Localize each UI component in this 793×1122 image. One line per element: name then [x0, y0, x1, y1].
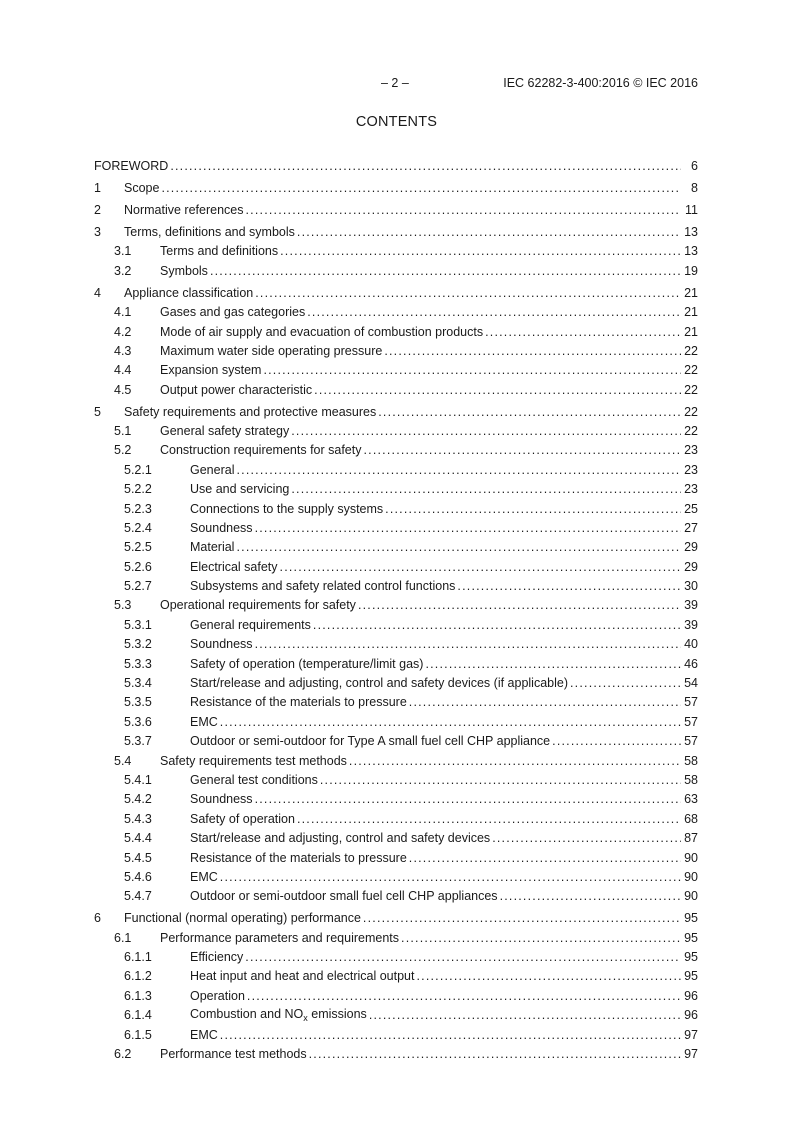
toc-entry[interactable]: [94, 866, 698, 885]
dot-leader: [384, 344, 681, 359]
toc-entry[interactable]: [94, 378, 698, 397]
dot-leader: [280, 560, 681, 575]
toc-entry-page: 22: [684, 363, 698, 378]
toc-entry[interactable]: [94, 613, 698, 632]
toc-entry-number: 5.3.7: [124, 734, 152, 749]
toc-entry[interactable]: [94, 420, 698, 439]
toc-entry[interactable]: [94, 359, 698, 378]
toc-entry-page: 22: [684, 423, 698, 438]
toc-entry-number: 6.2: [114, 1046, 132, 1061]
dot-leader: [492, 831, 681, 846]
dot-leader: [255, 286, 681, 301]
toc-entry-number: 5.4.6: [124, 869, 152, 884]
dot-leader: [247, 989, 681, 1004]
toc-entry-title: Scope: [124, 181, 160, 196]
toc-entry[interactable]: [94, 199, 698, 218]
toc-entry-number: 5.4.3: [124, 811, 152, 826]
toc-entry-page: 21: [684, 324, 698, 339]
dot-leader: [320, 773, 681, 788]
toc-entry-title: Start/release and adjusting, control and safety devices (if applicable): [190, 676, 568, 691]
toc-entry-title: Electrical safety: [190, 559, 278, 574]
toc-entry[interactable]: [94, 965, 698, 984]
toc-entry-title: Use and servicing: [190, 482, 290, 497]
toc-entry[interactable]: [94, 1004, 698, 1023]
toc-entry-title: Operational requirements for safety: [160, 598, 356, 613]
toc-entry-number: 2: [94, 203, 101, 218]
dot-leader: [314, 383, 681, 398]
toc-entry[interactable]: [94, 926, 698, 945]
toc-entry-number: 6.1.2: [124, 969, 152, 984]
toc-entry[interactable]: [94, 320, 698, 339]
toc-entry-page: 22: [684, 382, 698, 397]
toc-entry-title: Expansion system: [160, 363, 262, 378]
toc-entry-title: EMC: [190, 1027, 218, 1042]
dot-leader: [401, 931, 681, 946]
toc-entry[interactable]: [94, 730, 698, 749]
dot-leader: [570, 676, 681, 691]
toc-entry-page: 95: [684, 950, 698, 965]
toc-entry[interactable]: [94, 575, 698, 594]
toc-entry-title: Outdoor or semi-outdoor small fuel cell CHP appliances: [190, 889, 498, 904]
toc-entry[interactable]: [94, 788, 698, 807]
toc-entry-title: General test conditions: [190, 773, 318, 787]
toc-entry-title: Performance test methods: [160, 1046, 307, 1061]
dot-leader: [161, 181, 681, 196]
toc-entry-number: 6.1.3: [124, 988, 152, 1003]
toc-entry-page: 29: [684, 540, 698, 555]
toc-entry-title: Maximum water side operating pressure: [160, 343, 383, 358]
dot-leader: [220, 715, 681, 730]
document-id: IEC 62282-3-400:2016 © IEC 2016: [503, 76, 698, 90]
subscript: x: [303, 1013, 308, 1024]
dot-leader: [457, 579, 681, 594]
toc-entry-page: 21: [684, 285, 698, 300]
toc-entry-number: 5.4.2: [124, 792, 152, 807]
dot-leader: [236, 540, 681, 555]
toc-entry[interactable]: [94, 555, 698, 574]
toc-entry-number: 5.3.1: [124, 617, 152, 632]
toc-entry-number: 3: [94, 225, 101, 240]
toc-entry[interactable]: [94, 517, 698, 536]
toc-entry-number: 6: [94, 911, 101, 926]
toc-entry-number: 6.1.1: [124, 950, 152, 965]
dot-leader: [409, 695, 681, 710]
toc-entry-number: 5.2: [114, 443, 132, 458]
toc-entry-title: Safety of operation: [190, 811, 295, 826]
toc-entry-page: 68: [684, 811, 698, 826]
toc-entry-page: 29: [684, 559, 698, 574]
toc-entry-page: 58: [684, 773, 698, 787]
toc-entry-number: 6.1.4: [124, 1008, 152, 1023]
toc-entry-title: Outdoor or semi-outdoor for Type A small fuel cell CHP appliance: [190, 734, 551, 749]
toc-entry-page: 25: [684, 501, 698, 516]
toc-entry-page: 23: [684, 462, 698, 477]
toc-entry[interactable]: [94, 885, 698, 904]
toc-entry-title: General requirements: [190, 617, 311, 632]
toc-entry[interactable]: [94, 1043, 698, 1062]
toc-entry-title: Appliance classification: [124, 285, 254, 300]
toc-entry-number: 3.2: [114, 263, 132, 278]
toc-entry[interactable]: [94, 155, 698, 174]
toc-entry[interactable]: [94, 691, 698, 710]
toc-entry[interactable]: [94, 907, 698, 926]
toc-entry-number: 1: [94, 181, 101, 196]
toc-entry-number: 6.1: [114, 930, 132, 945]
toc-entry-number: 5.3.6: [124, 714, 152, 729]
toc-entry-page: 63: [684, 792, 698, 807]
toc-entry-number: 5.2.3: [124, 501, 152, 516]
toc-entry[interactable]: [94, 769, 698, 788]
toc-entry-number: 5.4.5: [124, 850, 152, 865]
toc-entry-title: Performance parameters and requirements: [160, 930, 400, 945]
toc-entry-number: 6.1.5: [124, 1027, 152, 1042]
dot-leader: [210, 264, 681, 279]
dot-leader: [409, 851, 681, 866]
toc-entry[interactable]: [94, 497, 698, 516]
dot-leader: [552, 734, 681, 749]
toc-entry-page: 54: [684, 676, 698, 691]
toc-entry-page: 39: [684, 598, 698, 613]
toc-entry-title: Output power characteristic: [160, 382, 313, 397]
toc-entry-number: 5.3.4: [124, 676, 152, 691]
toc-entry-title: Mode of air supply and evacuation of combustion products: [160, 324, 484, 339]
toc-entry-title: FOREWORD: [94, 159, 169, 174]
toc-entry-title: Safety of operation (temperature/limit gas): [190, 656, 424, 671]
toc-entry-number: 5.4.4: [124, 831, 152, 846]
toc-entry-page: 40: [684, 637, 698, 652]
toc-entry-number: 5.3.5: [124, 695, 152, 710]
toc-entry-page: 95: [684, 930, 698, 945]
toc-entry-number: 5.2.1: [124, 462, 152, 477]
dot-leader: [425, 657, 681, 672]
toc-entry-page: 96: [684, 988, 698, 1003]
toc-entry-title: Connections to the supply systems: [190, 501, 384, 516]
toc-entry-number: 4.3: [114, 343, 132, 358]
toc-entry[interactable]: [94, 652, 698, 671]
toc-entry-title: Terms, definitions and symbols: [124, 225, 295, 240]
toc-entry-page: 23: [684, 482, 698, 497]
dot-leader: [291, 482, 681, 497]
toc-entry[interactable]: [94, 827, 698, 846]
toc-entry[interactable]: [94, 240, 698, 259]
toc-entry[interactable]: [94, 749, 698, 768]
toc-entry-page: 57: [684, 695, 698, 710]
toc-entry[interactable]: [94, 672, 698, 691]
toc-entry[interactable]: [94, 458, 698, 477]
toc-entry[interactable]: [94, 439, 698, 458]
toc-entry-number: 5.2.7: [124, 579, 152, 594]
toc-entry[interactable]: [94, 478, 698, 497]
toc-entry-title: Soundness: [190, 792, 253, 807]
dot-leader: [385, 502, 681, 517]
toc-entry-title: Heat input and heat and electrical output: [190, 969, 415, 984]
dot-leader: [291, 424, 681, 439]
toc-entry-page: 22: [684, 343, 698, 358]
toc-entry[interactable]: [94, 221, 698, 240]
toc-entry-number: 4.2: [114, 324, 132, 339]
toc-entry-page: 22: [684, 404, 698, 419]
toc-entry-title: Functional (normal operating) performance: [124, 911, 361, 926]
toc-entry-page: 57: [684, 714, 698, 729]
toc-entry-title: EMC: [190, 714, 218, 729]
page-number: – 2 –: [381, 76, 409, 90]
toc-entry-number: 5.4.1: [124, 773, 152, 787]
toc-entry[interactable]: [94, 259, 698, 278]
toc-entry-title: Resistance of the materials to pressure: [190, 695, 407, 710]
toc-entry[interactable]: [94, 846, 698, 865]
toc-entry[interactable]: [94, 400, 698, 419]
dot-leader: [309, 1047, 681, 1062]
toc-entry-number: 5.2.6: [124, 559, 152, 574]
toc-entry-number: 5: [94, 404, 101, 419]
toc-entry-page: 23: [684, 443, 698, 458]
toc-entry-title: Safety requirements test methods: [160, 753, 347, 768]
toc-entry[interactable]: [94, 1023, 698, 1042]
table-of-contents: [94, 155, 698, 1062]
dot-leader: [416, 969, 681, 984]
dot-leader: [297, 225, 681, 240]
toc-entry-title: Terms and definitions: [160, 244, 279, 259]
toc-entry-title: Operation: [190, 988, 245, 1003]
toc-entry-number: 5.4.7: [124, 889, 152, 904]
toc-entry-title: General: [190, 462, 235, 477]
toc-entry-page: 30: [684, 579, 698, 594]
dot-leader: [220, 1028, 681, 1043]
toc-entry-page: 58: [684, 753, 698, 768]
toc-entry-page: 6: [691, 159, 698, 174]
dot-leader: [313, 618, 681, 633]
toc-entry-page: 27: [684, 520, 698, 535]
dot-leader: [263, 363, 681, 378]
toc-entry-title: Gases and gas categories: [160, 305, 306, 320]
toc-entry-number: 5.2.2: [124, 482, 152, 497]
toc-entry-number: 5.1: [114, 423, 132, 438]
toc-entry-title: Efficiency: [190, 950, 244, 965]
toc-entry[interactable]: [94, 594, 698, 613]
toc-entry-page: 13: [684, 225, 698, 240]
toc-entry-title: Safety requirements and protective measures: [124, 404, 377, 419]
toc-entry-page: 19: [684, 263, 698, 278]
toc-entry[interactable]: [94, 633, 698, 652]
toc-entry[interactable]: [94, 281, 698, 300]
toc-entry-page: 95: [684, 911, 698, 926]
dot-leader: [255, 521, 681, 536]
toc-entry-page: 97: [684, 1046, 698, 1061]
toc-entry[interactable]: [94, 301, 698, 320]
toc-entry[interactable]: [94, 340, 698, 359]
dot-leader: [236, 463, 681, 478]
toc-entry-title: Construction requirements for safety: [160, 443, 362, 458]
toc-entry-number: 5.3: [114, 598, 132, 613]
toc-entry-number: 5.2.4: [124, 520, 152, 535]
toc-entry-title: EMC: [190, 869, 218, 884]
toc-entry[interactable]: [94, 807, 698, 826]
dot-leader: [369, 1008, 681, 1023]
dot-leader: [349, 754, 681, 769]
toc-entry-number: 5.3.3: [124, 656, 152, 671]
toc-entry[interactable]: [94, 946, 698, 965]
toc-entry-number: 4.1: [114, 305, 132, 320]
dot-leader: [220, 870, 681, 885]
toc-entry-title: Start/release and adjusting, control and safety devices: [190, 831, 491, 846]
dot-leader: [307, 305, 681, 320]
toc-entry-title: Soundness: [190, 637, 253, 652]
toc-entry-page: 96: [684, 1008, 698, 1023]
toc-entry-page: 11: [685, 203, 698, 218]
toc-entry-title: Combustion and $NO_x$ emissions: [190, 1007, 367, 1024]
toc-entry-page: 8: [691, 181, 698, 196]
page-header: [0, 76, 793, 92]
dot-leader: [255, 637, 681, 652]
toc-entry-number: 4.4: [114, 363, 132, 378]
toc-entry-title: Subsystems and safety related control functions: [190, 579, 456, 594]
dot-leader: [378, 405, 681, 420]
toc-entry[interactable]: [94, 984, 698, 1003]
dot-leader: [363, 911, 681, 926]
dot-leader: [245, 950, 681, 965]
toc-entry-page: 21: [684, 305, 698, 320]
dot-leader: [358, 598, 681, 613]
toc-entry-number: 5.2.5: [124, 540, 152, 555]
toc-entry-number: 5.4: [114, 753, 132, 768]
toc-entry-page: 46: [684, 656, 698, 671]
dot-leader: [500, 889, 681, 904]
toc-entry-page: 87: [684, 831, 698, 846]
dot-leader: [297, 812, 681, 827]
toc-entry-title: Symbols: [160, 263, 208, 278]
toc-entry-page: 57: [684, 734, 698, 749]
dot-leader: [246, 203, 682, 218]
toc-entry-title: Soundness: [190, 520, 253, 535]
toc-entry-page: 39: [684, 617, 698, 632]
dot-leader: [280, 244, 681, 259]
dot-leader: [170, 159, 681, 174]
toc-entry-title: Material: [190, 540, 235, 555]
toc-entry-page: 90: [684, 889, 698, 904]
toc-entry-title: Resistance of the materials to pressure: [190, 850, 407, 865]
toc-entry-page: 97: [684, 1027, 698, 1042]
dot-leader: [485, 325, 681, 340]
toc-entry-number: 4: [94, 285, 101, 300]
toc-entry-title: Normative references: [124, 203, 244, 218]
toc-entry-page: 90: [684, 869, 698, 884]
toc-entry[interactable]: [94, 536, 698, 555]
toc-entry[interactable]: [94, 177, 698, 196]
toc-entry-title: General safety strategy: [160, 423, 290, 438]
toc-entry[interactable]: [94, 710, 698, 729]
dot-leader: [255, 792, 681, 807]
toc-entry-number: 3.1: [114, 244, 132, 259]
toc-entry-page: 95: [684, 969, 698, 984]
toc-entry-number: 4.5: [114, 382, 132, 397]
toc-entry-page: 13: [684, 244, 698, 259]
toc-entry-page: 90: [684, 850, 698, 865]
page-title: CONTENTS: [355, 114, 438, 130]
dot-leader: [363, 443, 681, 458]
toc-entry-number: 5.3.2: [124, 637, 152, 652]
